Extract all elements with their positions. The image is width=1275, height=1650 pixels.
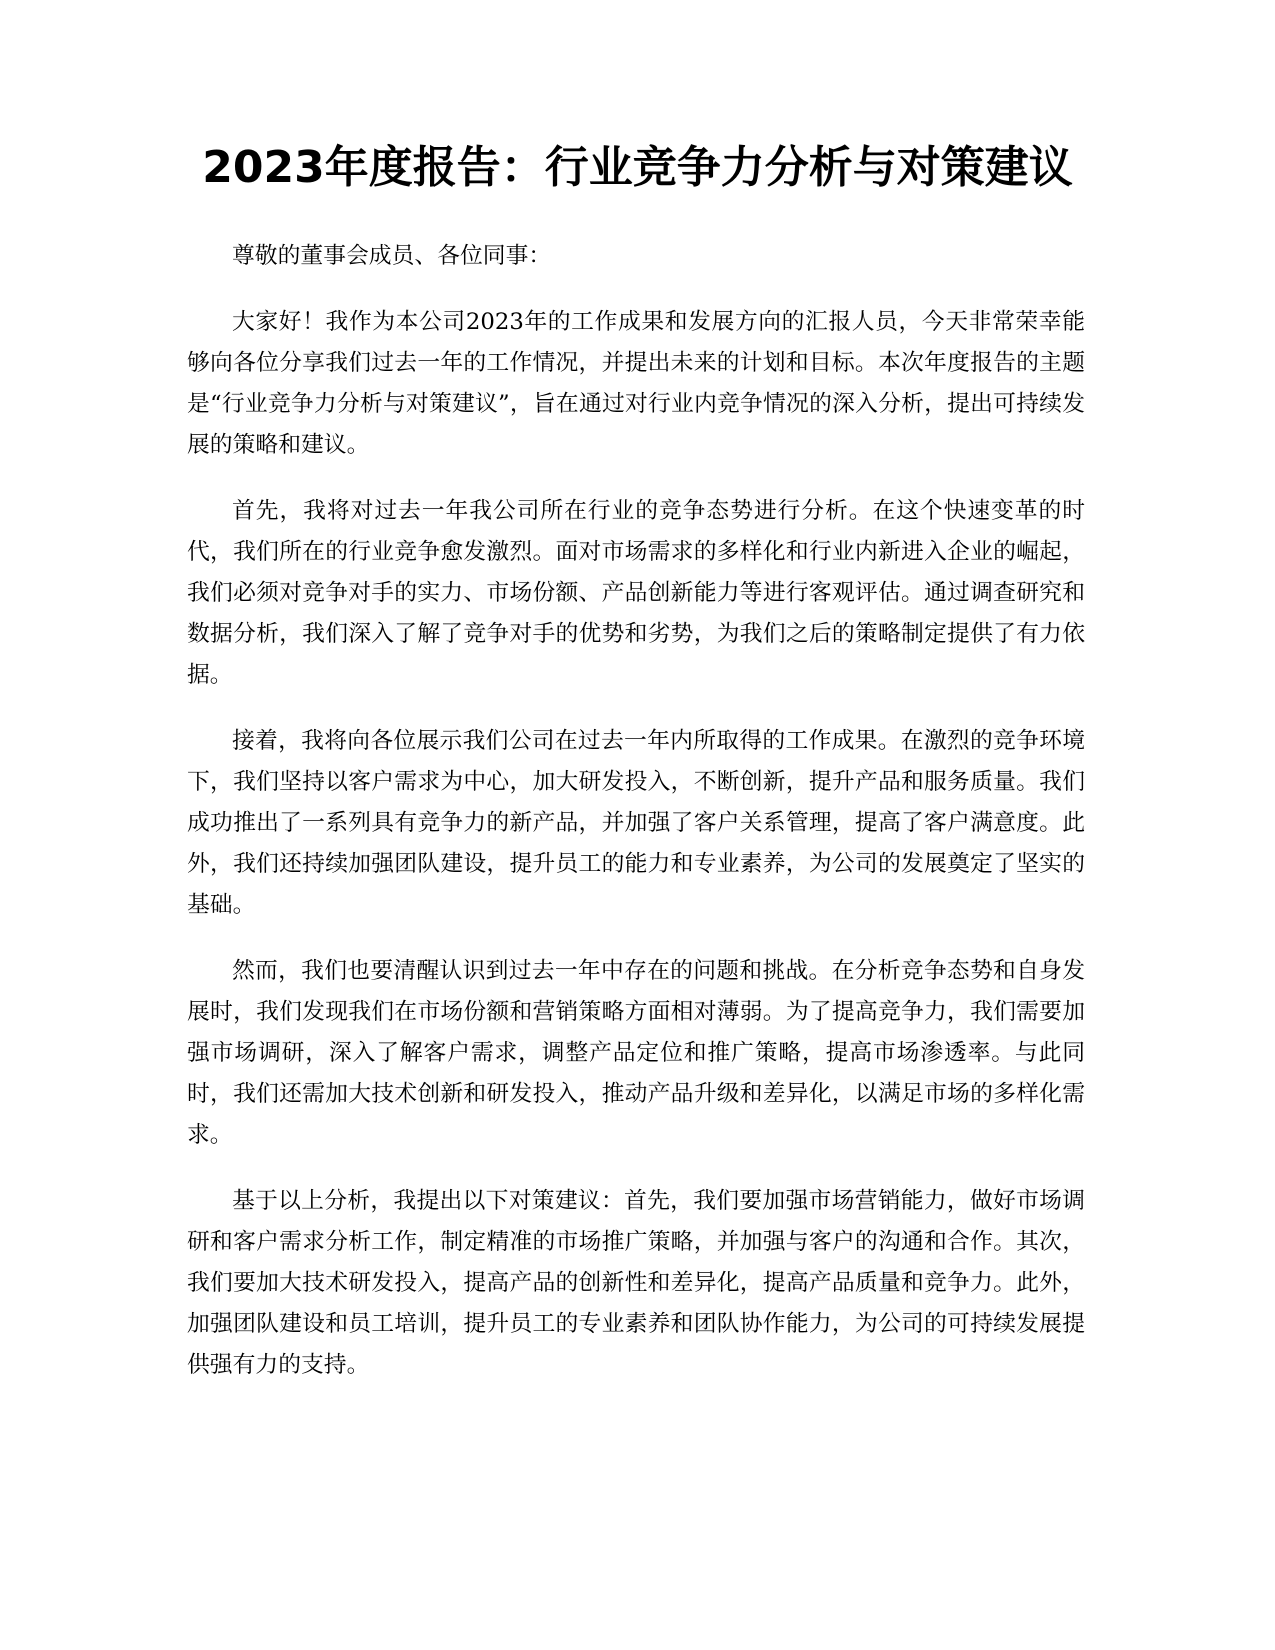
body-paragraph: 首先，我将对过去一年我公司所在行业的竞争态势进行分析。在这个快速变革的时代，我们所在的行业竞争愈发激烈。面对市场需求的多样化和行业内新进入企业的崛起，我们必须对竞争对手的实力、市场份额、产品创新能力等进行客观评估。通过调查研究和数据分析，我们深入了解了竞争对手的优势和劣势，为我们之后的策略制定提供了有力依据。 <box>187 498 1085 688</box>
salutation-paragraph: 尊敬的董事会成员、各位同事： <box>232 243 552 269</box>
body-paragraph: 大家好！我作为本公司2023年的工作成果和发展方向的汇报人员，今天非常荣幸能够向各位分享我们过去一年的工作情况，并提出未来的计划和目标。本次年度报告的主题是“行业竞争力分析与对策建议”，旨在通过对行业内竞争情况的深入分析，提出可持续发展的策略和建议。 <box>187 309 1085 458</box>
document-body <box>187 236 1085 1411</box>
body-paragraph: 接着，我将向各位展示我们公司在过去一年内所取得的工作成果。在激烈的竞争环境下，我们坚持以客户需求为中心，加大研发投入，不断创新，提升产品和服务质量。我们成功推出了一系列具有竞争力的新产品，并加强了客户关系管理，提高了客户满意度。此外，我们还持续加强团队建设，提升员工的能力和专业素养，为公司的发展奠定了坚实的基础。 <box>187 728 1085 918</box>
body-paragraph: 基于以上分析，我提出以下对策建议：首先，我们要加强市场营销能力，做好市场调研和客户需求分析工作，制定精准的市场推广策略，并加强与客户的沟通和合作。其次，我们要加大技术研发投入，提高产品的创新性和差异化，提高产品质量和竞争力。此外，加强团队建设和员工培训，提升员工的专业素养和团队协作能力，为公司的可持续发展提供强有力的支持。 <box>187 1188 1085 1378</box>
body-paragraph: 然而，我们也要清醒认识到过去一年中存在的问题和挑战。在分析竞争态势和自身发展时，我们发现我们在市场份额和营销策略方面相对薄弱。为了提高竞争力，我们需要加强市场调研，深入了解客户需求，调整产品定位和推广策略，提高市场渗透率。与此同时，我们还需加大技术创新和研发投入，推动产品升级和差异化，以满足市场的多样化需求。 <box>187 958 1085 1148</box>
document-title: 2023年度报告：行业竞争力分析与对策建议 <box>202 142 1073 193</box>
